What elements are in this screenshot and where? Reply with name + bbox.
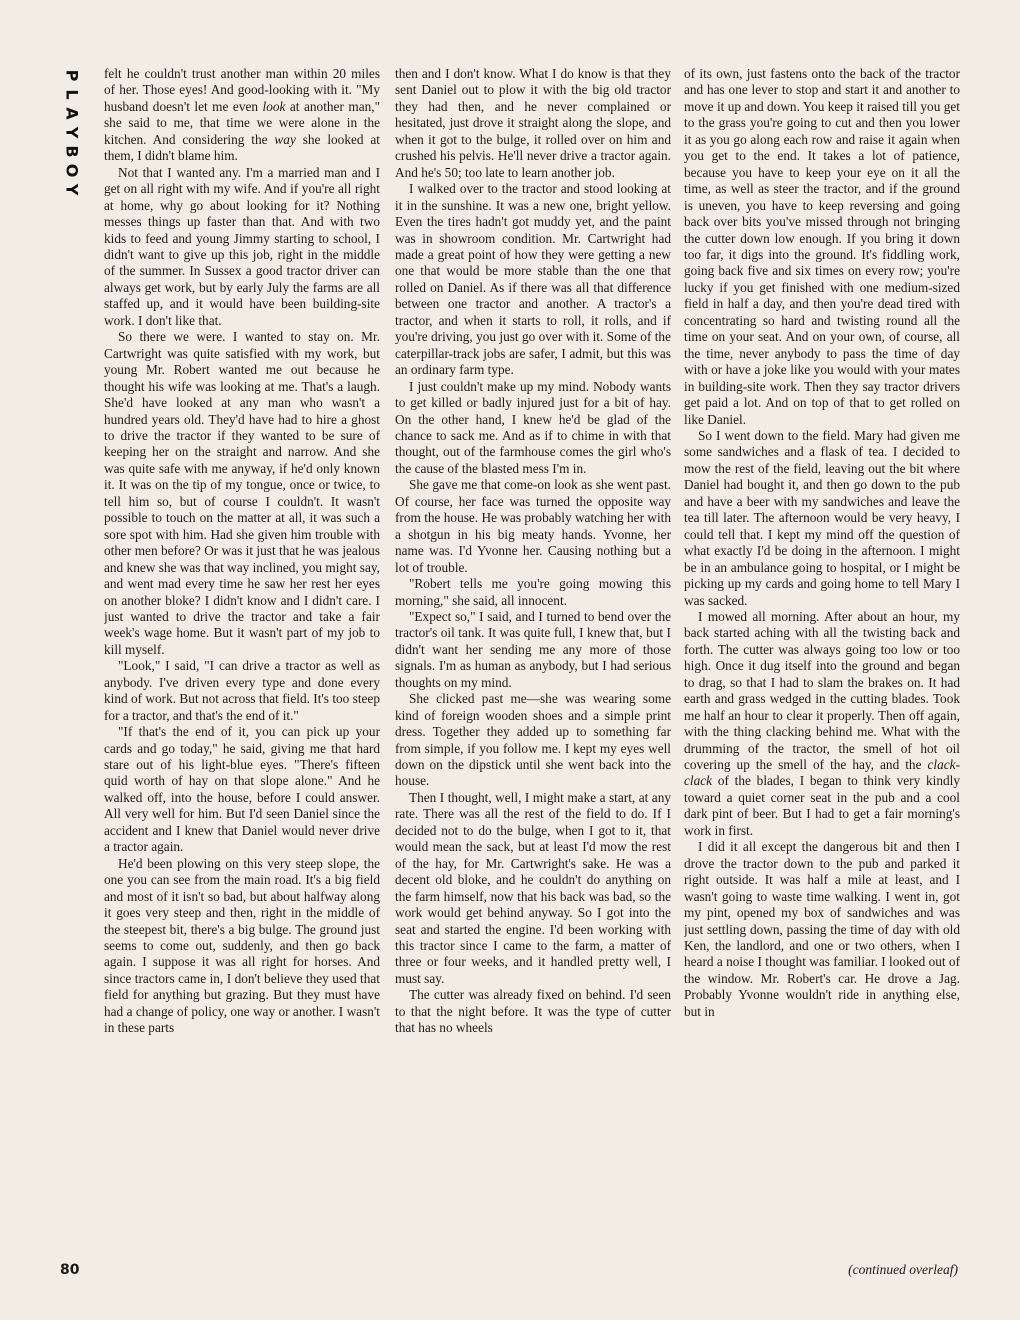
paragraph: I just couldn't make up my mind. Nobody wants to get killed or badly injured just for a bit of hay. On the other hand, I knew he'd be glad of the chance to sack me. And as if to chime in with that thought, out of the farmhouse comes the girl who's the cause of the blasted mess I'm in.	[395, 378, 671, 476]
paragraph: The cutter was already fixed on behind. I'd seen to that the night before. It was the type of cutter that has no wheels	[395, 987, 671, 1036]
page-number: 80	[60, 1262, 80, 1278]
paragraph: So there we were. I wanted to stay on. Mr. Cartwright was quite satisfied with my work, but young Mr. Robert wanted me out because he thought his wife was looking at me. That's a laugh. She'd have looked at any man who wasn't a hundred years old. They'd have had to hire a ghost to drive the tractor if they wanted to be sure of keeping her on the straight and narrow. And she was quite safe with me anyway, if he'd only known it. It was on the tip of my tongue, once or twice, to tell him so, but of course I couldn't. It wasn't possible to touch on the matter at all, it was such a sore spot with him. Had she given him trouble with other men before? Or was it just that he was jealous and knew she was that way inclined, you might say, and went mad every time he saw her rest her eyes on another bloke? I didn't know and I didn't care. I just wanted to drive the tractor and take a fair week's wage home. But it wasn't part of my job to kill myself.	[104, 329, 380, 657]
text-column-3	[684, 66, 960, 1276]
paragraph: Then I thought, well, I might make a start, at any rate. There was all the rest of the field to do. If I decided not to do the bulge, when I got to it, that would mean the sack, but at least I'd mow the rest of the hay, for Mr. Cartwright's sake. He was a decent old bloke, and he couldn't do anything on the farm himself, now that his back was bad, so the work would get behind anyway. So I got into the seat and started the engine. I'd been working with this tractor since I came to the farm, a matter of three or four weeks, and it handled pretty well, I must say.	[395, 789, 671, 986]
paragraph: She gave me that come-on look as she went past. Of course, her face was turned the opposite way from the house. He was probably watching her with a shotgun in his big meaty hands. Yvonne, her name was. I'd Yvonne her. Causing nothing but a lot of trouble.	[395, 477, 671, 575]
paragraph: felt he couldn't trust another man within 20 miles of her. Those eyes! And good-looking with it. "My husband doesn't let me even look at another man," she said to me, that time we were alone in the kitchen. And considering the way she looked at them, I didn't blame him.	[104, 66, 380, 164]
paragraph: "Robert tells me you're going mowing this morning," she said, all innocent.	[395, 576, 671, 608]
text-column-2	[395, 66, 671, 1276]
paragraph: "Look," I said, "I can drive a tractor as well as anybody. I've driven every type and done every kind of work. But not across that field. It's too steep for a tractor, and that's the end of it."	[104, 658, 380, 723]
magazine-name: P L A Y B O Y	[62, 69, 82, 196]
paragraph: then and I don't know. What I do know is that they sent Daniel out to plow it with the big old tractor they had then, and he never complained or hesitated, just drove it straight along the slope, and when it got to the bulge, it rolled over on him and crushed his pelvis. He'll never drive a tractor again. And he's 50; too late to learn another job.	[395, 66, 671, 180]
paragraph: So I went down to the field. Mary had given me some sandwiches and a flask of tea. I decided to mow the rest of the field, leaving out the bit where Daniel had bought it, and then go down to the pub and have a beer with my sandwiches and leave the tea till later. The afternoon would be very heavy, I could tell that. I kept my mind off the question of what exactly I'd be doing in the afternoon. I might be in an ambulance going to hospital, or I might be picking up my cards and going home to tell Mary I was sacked.	[684, 427, 960, 608]
paragraph: of its own, just fastens onto the back of the tractor and has one lever to stop and start it and another to move it up and down. You keep it raised till you get to the grass you're going to cut and then you lower it as you go along each row and raise it again when you get to the end. It takes a lot of patience, because you have to keep your eye on it all the time, as well as steer the tractor, and if the ground is uneven, you have to keep reversing and going back over bits you've missed through not bringing the cutter down low enough. If you bring it down too far, it digs into the ground. It's fiddling work, going back five and six times on every row; you're lucky if you get finished with one medium-sized field in half a day, and then you're dead tired with concentrating so hard and twisting round all the time on your seat. And on your own, of course, all the time, never anybody to pass the time of day with or have a joke like you would with your mates in building-site work. Then they say tractor drivers get paid a lot. And on top of that to get rolled on like Daniel.	[684, 66, 960, 427]
paragraph: He'd been plowing on this very steep slope, the one you can see from the main road. It's a big field and most of it isn't so bad, but about halfway along it goes very steep and then, right in the middle of the steepest bit, there's a big bulge. The ground just seems to come out, suddenly, and then go back again. I suppose it was all right for horses. And since tractors came in, I don't believe they used that field for anything but grazing. But they must have had a change of policy, one way or another. I wasn't in these parts	[104, 855, 380, 1036]
paragraph: "If that's the end of it, you can pick up your cards and go today," he said, giving me that hard stare out of his light-blue eyes. "There's fifteen quid worth of hay on that slope alone." And he walked off, into the house, before I could answer. All very well for him. But I'd seen Daniel since the accident and I knew that Daniel would never drive a tractor again.	[104, 724, 380, 855]
paragraph: "Expect so," I said, and I turned to bend over the tractor's oil tank. It was quite full, I knew that, but I didn't want her sending me any more of those signals. I'm as human as anybody, but I had serious thoughts on my mind.	[395, 608, 671, 690]
continued-note: (continued overleaf)	[848, 1262, 958, 1277]
paragraph: She clicked past me—she was wearing some kind of foreign wooden shoes and a simple print dress. Together they added up to something far from simple, if you follow me. I kept my eyes well down on the dipstick until she went back into the house.	[395, 691, 671, 789]
paragraph: I walked over to the tractor and stood looking at it in the sunshine. It was a new one, bright yellow. Even the tires hadn't got muddy yet, and the paint was in showroom condition. Mr. Cartwright had made a great point of how they were getting a new one that would be more stable than the one that rolled on Daniel. As if there was all that difference between one tractor and another. A tractor's a tractor, and when it starts to roll, it rolls, and if you're driving, you just go over with it. Some of the caterpillar-track jobs are safer, I admit, but this was an ordinary farm type.	[395, 181, 671, 378]
paragraph: Not that I wanted any. I'm a married man and I get on all right with my wife. And if you're all right at home, why go about looking for it? Nothing messes things up faster than that. And with two kids to feed and young Jimmy starting to school, I didn't want to give up this job, right in the middle of the summer. In Sussex a good tractor driver can always get work, but by early July the farms are all staffed up, and it would have been building-site work. I don't like that.	[104, 164, 380, 328]
text-column-1	[104, 66, 380, 1276]
paragraph: I mowed all morning. After about an hour, my back started aching with all the twisting back and forth. The cutter was always going too low or too high. Once it dug itself into the ground and began to drag, so that I had to slam the brakes on. It had earth and grass wedged in the cutting blades. Took me half an hour to clear it properly. Then off again, with the thing clacking behind me. What with the drumming of the tractor, the smell of hot oil covering up the smell of the hay, and the clack-clack of the blades, I began to think very kindly toward a quiet corner seat in the pub and a cool dark pint of beer. But I had to get a fair morning's work in first.	[684, 608, 960, 838]
paragraph: I did it all except the dangerous bit and then I drove the tractor down to the pub and parked it right outside. It was half a mile at least, and I wasn't going to waste time walking. I went in, got my pint, opened my box of sandwiches and was just settling down, passing the time of day with old Ken, the landlord, and one or two others, when I heard a noise I thought was familiar. I looked out of the window. Mr. Robert's car. He drove a Jag. Probably Yvonne wouldn't ride in anything else, but in	[684, 839, 960, 1019]
